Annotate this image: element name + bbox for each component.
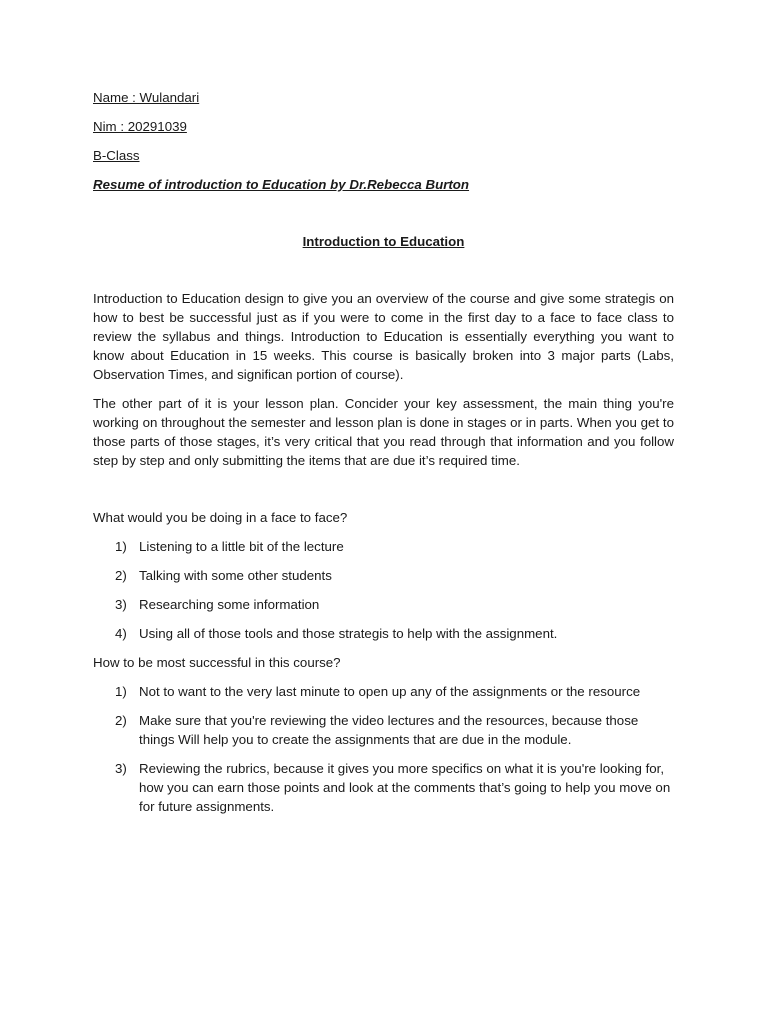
list-item [93,595,674,614]
list-item-text: Researching some information [139,597,320,612]
list-item-text: Using all of those tools and those strategis to help with the assignment. [139,626,558,641]
list-item [93,566,674,585]
face-to-face-list [93,537,674,643]
list-item-text: Reviewing the rubrics, because it gives you more specifics on what it is you're looking for, how you can earn those points and look at the comments that’s going to help you move on for future assignments. [139,761,671,814]
document-title: Introduction to Education [302,234,465,249]
success-list [93,682,674,816]
document-body [93,88,674,826]
question-face-to-face: What would you be doing in a face to face? [93,510,348,525]
list-number: 2) [115,713,127,728]
list-item [93,682,674,701]
student-class: B-Class [93,148,140,163]
list-item [93,624,674,643]
list-item-text: Make sure that you're reviewing the video lectures and the resources, because those things Will help you to create the assignments that are due in the module. [139,713,639,747]
paragraph-lesson-plan: The other part of it is your lesson plan. Concider your key assessment, the main thing you're working on throughout the semester and lesson plan is done in stages or in parts. When you get to those parts of those stages, it’s very critical that you read through that information and you follow step by step and only submitting the items that are due it’s required time. [93,396,674,468]
list-number: 2) [115,568,127,583]
paragraph-intro: Introduction to Education design to give you an overview of the course and give some strategis on how to best be successful just as if you were to come in the first day to a face to face class to review the syllabus and things. Introduction to Education is essentially everything you want to know about Education in 15 weeks. This course is basically broken into 3 major parts (Labs, Observation Times, and significan portion of course). [93,291,674,382]
student-name: Name : Wulandari [93,90,200,105]
student-nim: Nim : 20291039 [93,119,187,134]
list-item-text: Listening to a little bit of the lecture [139,539,344,554]
list-item [93,759,674,816]
list-item-text: Not to want to the very last minute to open up any of the assignments or the resource [139,684,641,699]
list-number: 4) [115,626,127,641]
list-item-text: Talking with some other students [139,568,332,583]
list-number: 1) [115,684,127,699]
question-success: How to be most successful in this course? [93,655,341,670]
list-item [93,711,674,749]
resume-heading: Resume of introduction to Education by Dr.Rebecca Burton [93,177,470,192]
list-number: 3) [115,761,127,776]
list-item [93,537,674,556]
list-number: 3) [115,597,127,612]
list-number: 1) [115,539,127,554]
